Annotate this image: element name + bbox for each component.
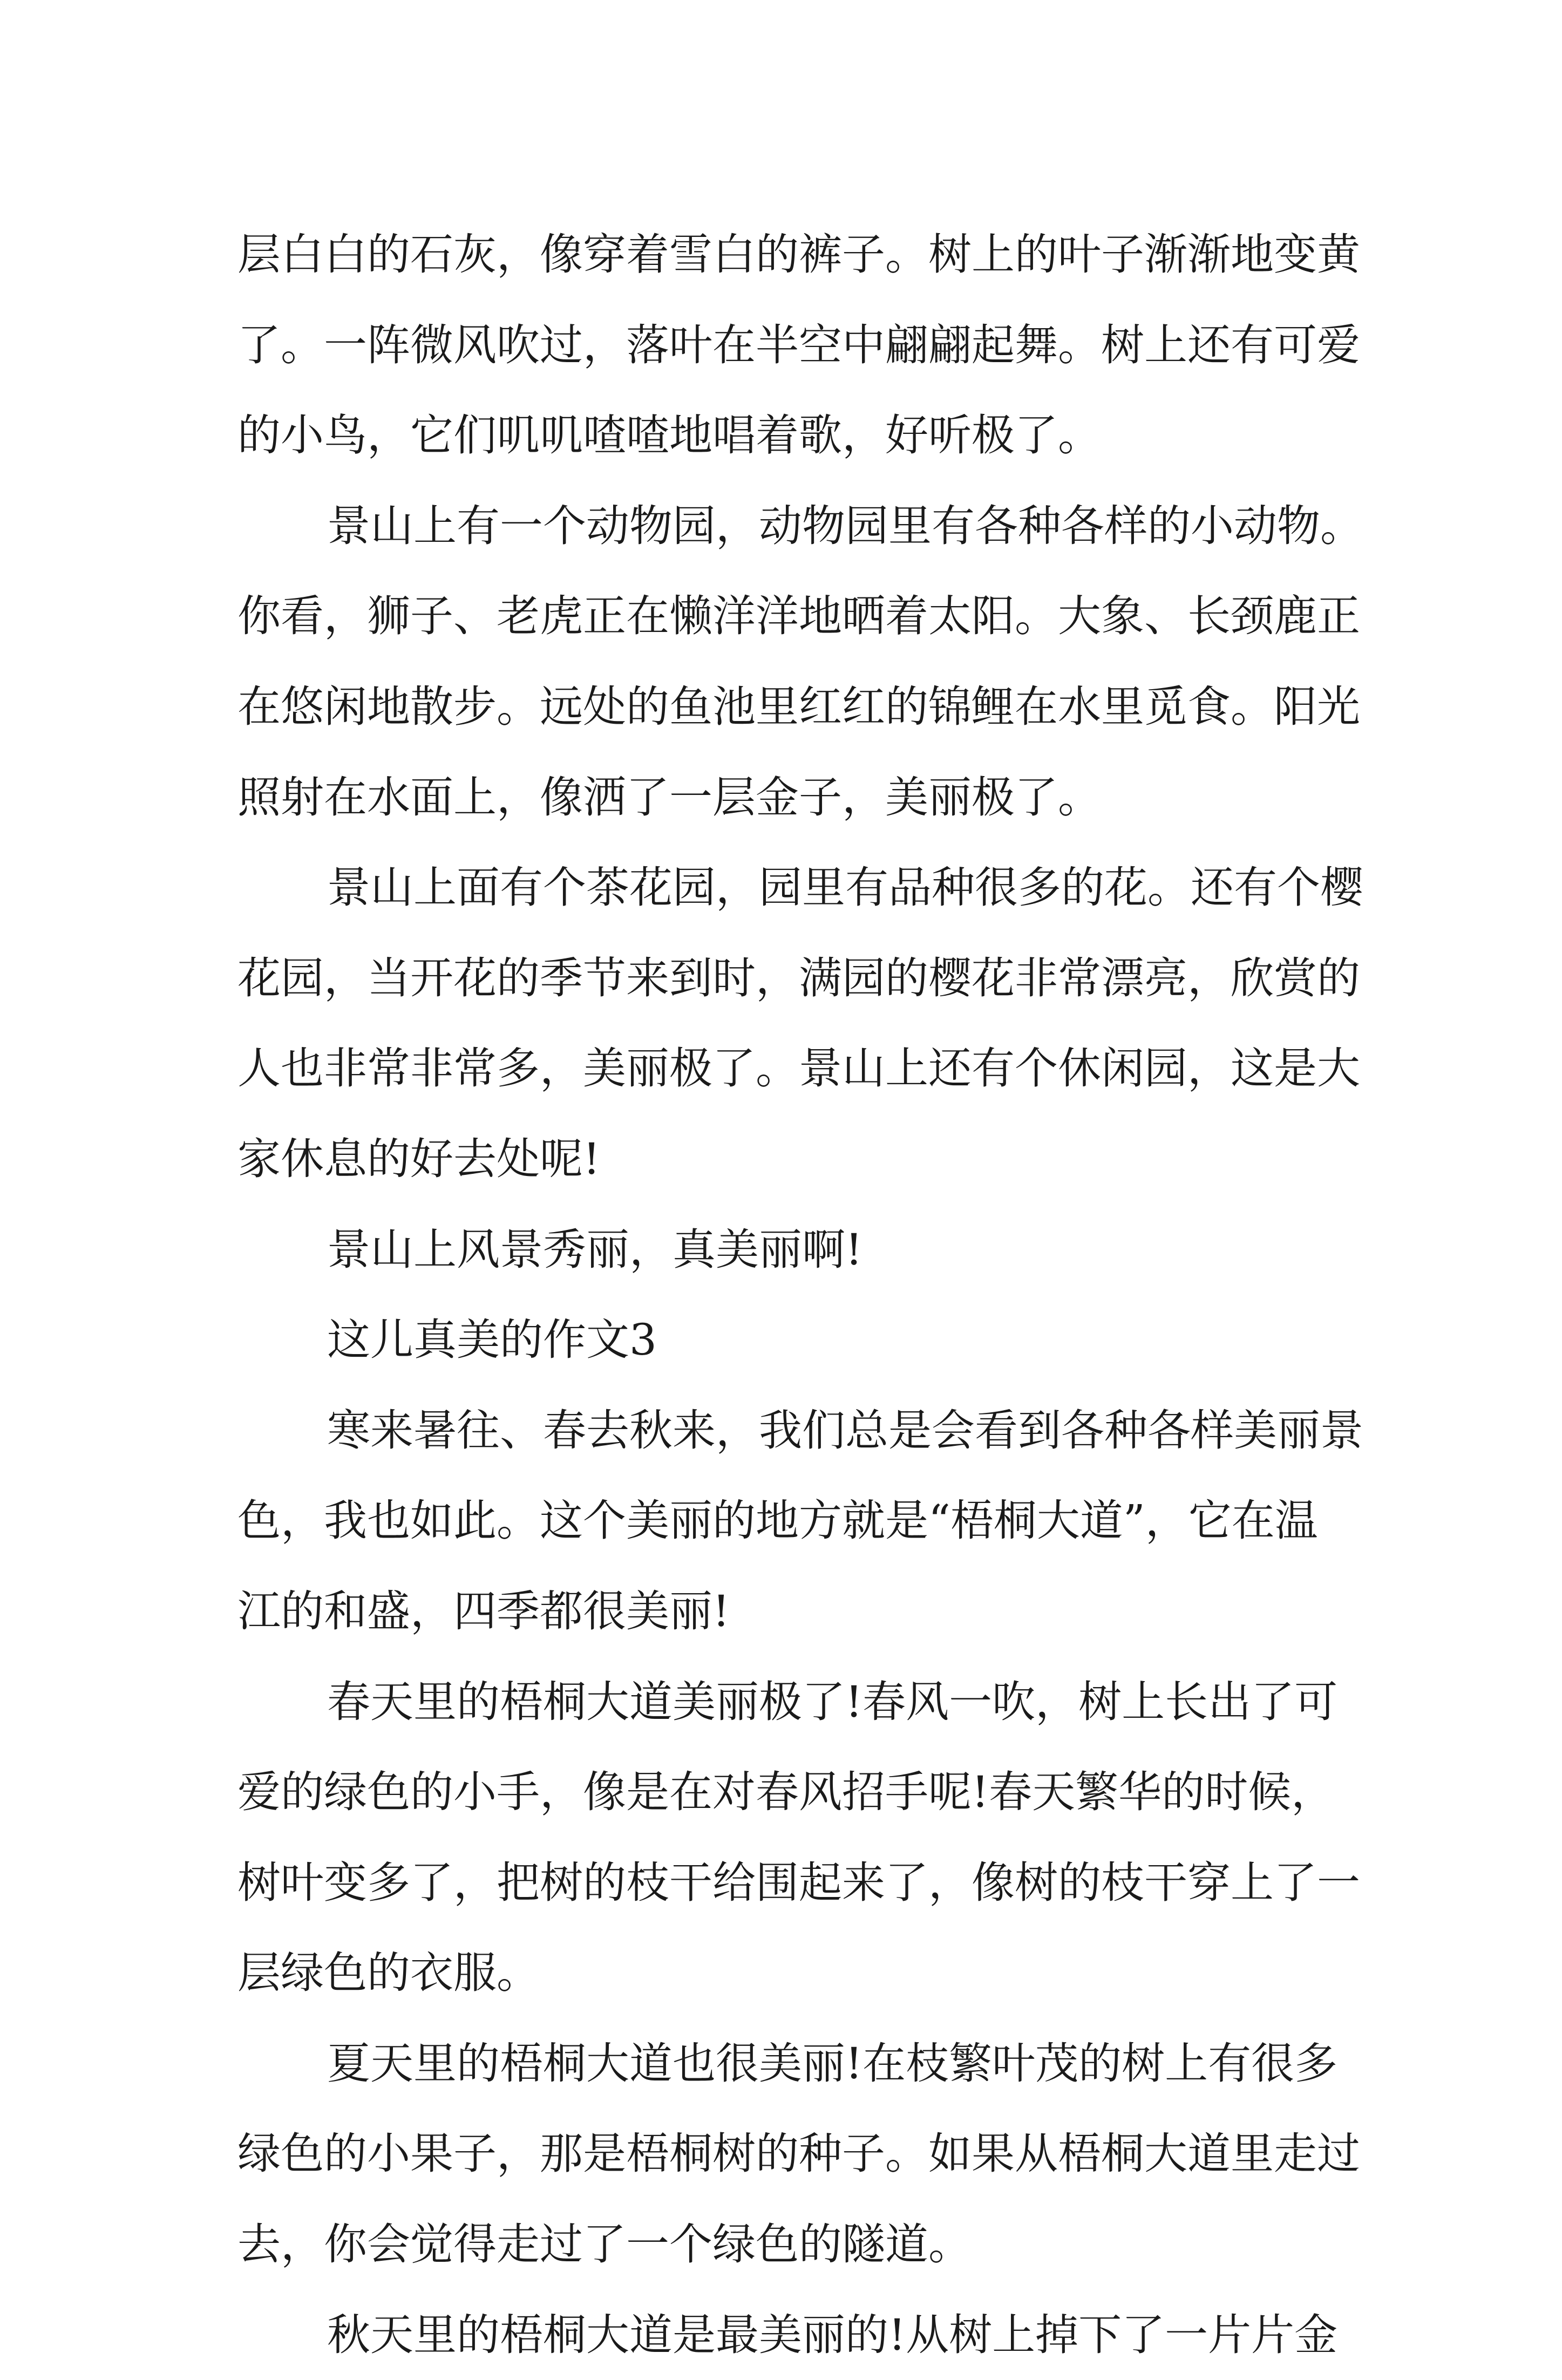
text-line: 层绿色的衣服。 — [237, 1948, 540, 1998]
text-line: 的小鸟，它们叽叽喳喳地唱着歌，好听极了。 — [237, 410, 1101, 461]
essay-heading: 这儿真美的作文3 — [327, 1315, 657, 1365]
text-line: 景山上面有个茶花园，园里有品种很多的花。还有个樱 — [327, 862, 1363, 913]
text-line: 景山上有一个动物园，动物园里有各种各样的小动物。 — [327, 500, 1363, 551]
text-line: 去，你会觉得走过了一个绿色的隧道。 — [237, 2219, 972, 2270]
text-line: 色，我也如此。这个美丽的地方就是“梧桐大道”，它在温 — [237, 1495, 1318, 1546]
text-line: 了。一阵微风吹过，落叶在半空中翩翩起舞。树上还有可爱 — [237, 319, 1360, 370]
text-line: 夏天里的梧桐大道也很美丽!在枝繁叶茂的树上有很多 — [327, 2038, 1338, 2089]
text-line: 树叶变多了，把树的枝干给围起来了，像树的枝干穿上了一 — [237, 1857, 1360, 1908]
text-line: 层白白的石灰，像穿着雪白的裤子。树上的叶子渐渐地变黄 — [237, 229, 1360, 280]
text-line: 秋天里的梧桐大道是最美丽的!从树上掉下了一片片金 — [327, 2309, 1338, 2360]
text-line: 花园，当开花的季节来到时，满园的樱花非常漂亮，欣赏的 — [237, 953, 1360, 1003]
text-line: 绿色的小果子，那是梧桐树的种子。如果从梧桐大道里走过 — [237, 2129, 1360, 2179]
text-line: 春天里的梧桐大道美丽极了!春风一吹，树上长出了可 — [327, 1676, 1338, 1727]
text-line: 江的和盛，四季都很美丽! — [237, 1586, 730, 1636]
text-line: 在悠闲地散步。远处的鱼池里红红的锦鲤在水里觅食。阳光 — [237, 681, 1360, 732]
text-line: 爱的绿色的小手，像是在对春风招手呢!春天繁华的时候， — [237, 1767, 1335, 1818]
text-line: 寒来暑往、春去秋来，我们总是会看到各种各样美丽景 — [327, 1405, 1363, 1456]
text-line: 景山上风景秀丽，真美丽啊! — [327, 1224, 863, 1275]
text-line: 人也非常非常多，美丽极了。景山上还有个休闲园，这是大 — [237, 1043, 1360, 1094]
text-line: 家休息的好去处呢! — [237, 1133, 601, 1184]
text-line: 照射在水面上，像洒了一层金子，美丽极了。 — [237, 772, 1101, 822]
essay-text-body — [237, 209, 1363, 2380]
text-line: 你看，狮子、老虎正在懒洋洋地晒着太阳。大象、长颈鹿正 — [237, 591, 1360, 642]
